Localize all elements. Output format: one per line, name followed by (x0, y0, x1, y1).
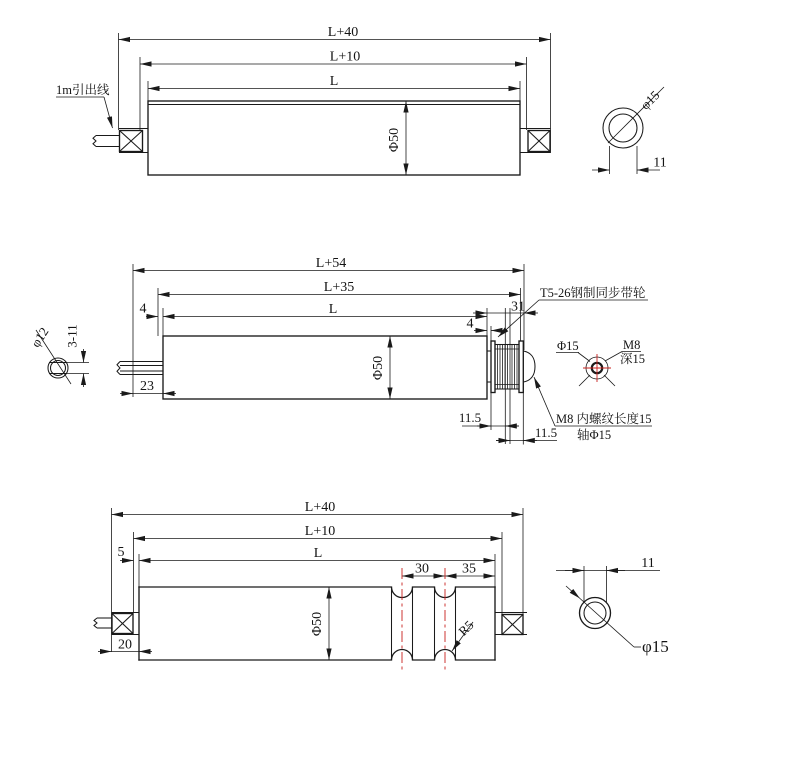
dim-label-mid-diameter: Φ50 (371, 355, 386, 381)
timing-pulley (487, 341, 535, 393)
shaft-end-view-bottom (556, 556, 669, 656)
shaft-end-view-top (592, 87, 667, 174)
bearing-block-right-top (520, 129, 551, 153)
pulley-label: T5-26钢制同步带轮 (540, 286, 646, 300)
thread-note-line1: M8 内螺纹长度15 (556, 412, 652, 426)
dim-label-mid-span: L+35 (323, 280, 355, 295)
thread-note-line2: 轴Φ15 (577, 428, 612, 442)
dim-label-bot-edge-gap: 5 (117, 545, 125, 560)
bearing-block-right-bottom (495, 613, 527, 635)
dim-label-top-diameter: Φ50 (387, 127, 402, 153)
thread-note-leader (534, 377, 555, 426)
dim-label-mid-pulley-region: 31 (511, 299, 525, 315)
shaft-dome-end (524, 351, 536, 382)
dim-label-mid-right-gap: 4 (466, 316, 474, 332)
dim-label-bot-span: L+10 (304, 524, 336, 539)
left-shaft-section (28, 324, 89, 387)
dim-label-bot-diameter: Φ50 (310, 611, 325, 637)
shaft-end-section (556, 338, 645, 386)
shaft-dia-label-bottom: φ15 (642, 637, 669, 656)
dim-label-bot-overall: L+40 (304, 500, 336, 515)
dim-label-mid-groove-a: 11.5 (458, 410, 482, 425)
dim-label-bot-groove-to-end: 35 (462, 561, 476, 577)
section-thread-depth-label: 深15 (620, 352, 646, 366)
dim-label-bot-groove-spacing: 30 (415, 561, 429, 577)
lead-wire-leader (104, 97, 113, 128)
dim-label-top-overall: L+40 (327, 25, 359, 40)
dim-label-bot-length: L (313, 546, 323, 561)
top-view (56, 25, 667, 175)
roller-body-top (148, 101, 520, 175)
middle-view (28, 256, 652, 445)
lead-cable-top (93, 136, 119, 147)
lead-wire-label: 1m引出线 (56, 83, 110, 97)
dim-label-mid-groove-b: 11.5 (534, 425, 558, 440)
dim-label-shaft-flats: 3-11 (64, 324, 80, 348)
left-shaft-middle (117, 362, 163, 375)
left-shaft-dia-label: φ12 (27, 324, 52, 350)
dim-label-mid-length: L (328, 302, 338, 317)
lead-cable-bottom (94, 618, 112, 628)
bearing-block-left-bottom (112, 613, 140, 635)
dim-label-top-span: L+10 (329, 49, 361, 65)
shaft-dia-label-top: φ15 (637, 87, 663, 113)
dim-label-mid-shaft-protrusion: 23 (140, 379, 154, 394)
dim-label-mid-left-gap: 4 (139, 301, 147, 317)
dim-label-bot-shaft-protrusion: 20 (118, 637, 132, 653)
dim-label-bot-flats: 11 (641, 556, 655, 571)
bearing-block-left-top (119, 129, 148, 153)
section-dia-label: Φ15 (557, 339, 579, 353)
section-thread-label: M8 (623, 338, 641, 352)
dim-label-top-length: L (329, 74, 339, 89)
dim-label-top-flats: 11 (653, 155, 667, 171)
bottom-view (94, 500, 669, 671)
roller-body-middle (163, 336, 487, 399)
groove-radius-label: R5 (455, 617, 477, 639)
dim-label-mid-overall: L+54 (315, 256, 347, 271)
